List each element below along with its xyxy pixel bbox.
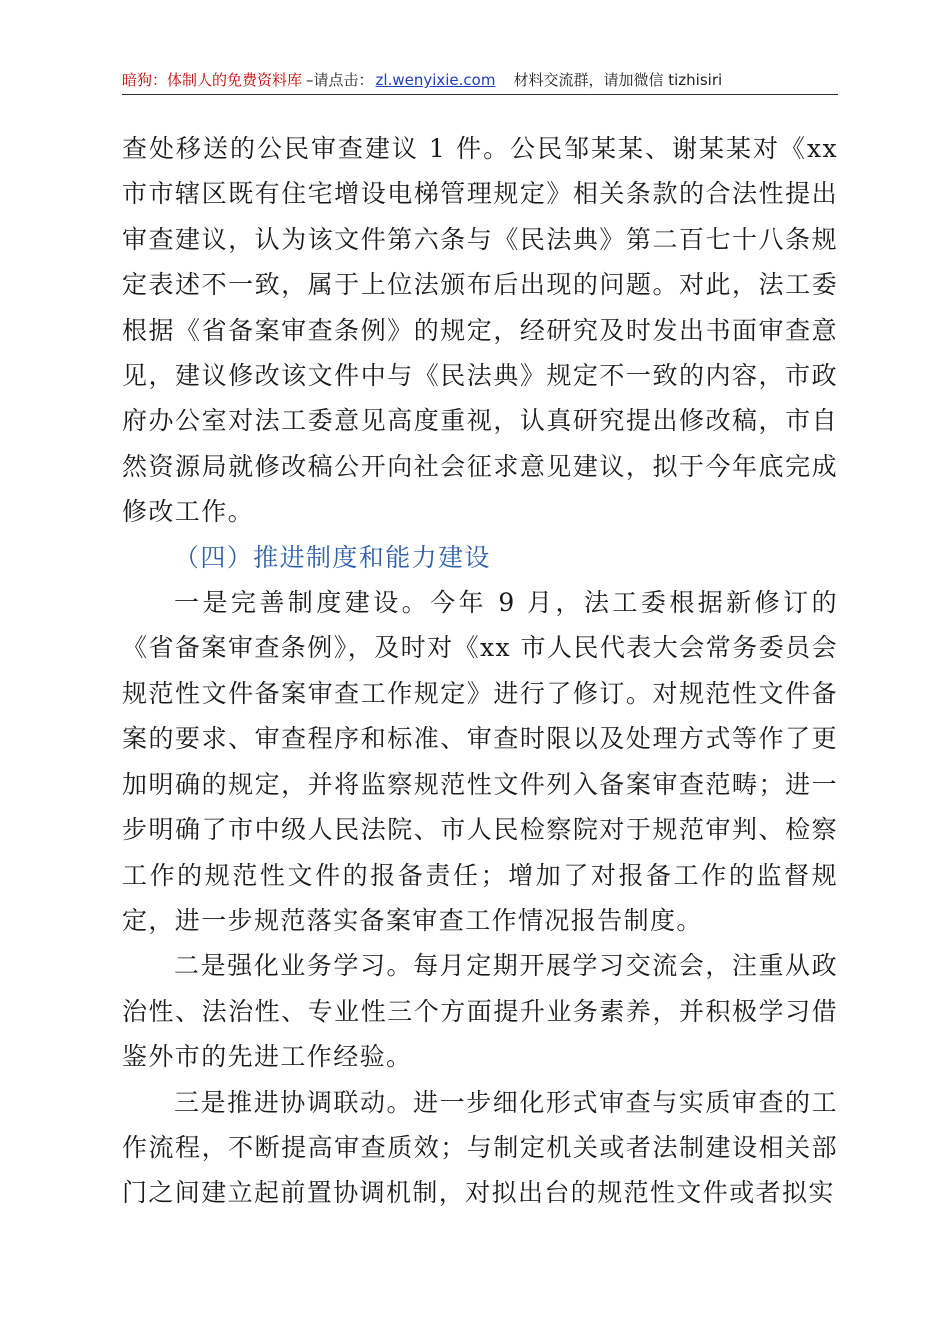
paragraph-coordination: 三是推进协调联动。进一步细化形式审查与实质审查的工作流程，不断提高审查质效；与制定机关或者法制建设相关部门之间建立起前置协调机制，对拟出台的规范性文件或者拟实 <box>122 1087 838 1208</box>
paragraph-system-building: 一是完善制度建设。今年 9 月，法工委根据新修订的《省备案审查条例》，及时对《xx 市人民代表大会常务委员会规范性文件备案审查工作规定》进行了修订。对规范性文件备案的要求、审查程序和标准、审查时限以及处理方式等作了更加明确的规定，并将监察规范性文件列入备案审查范畴；进一步明确了市中级人民法院、市人民检察院对于规范审判、检察工作的规范性文件的报备责任；增加了对报备工作的监督规定，进一步规范落实备案审查工作情况报告制度。 <box>122 588 838 935</box>
header-brand: 暗狗：体制人的免费资料库 <box>122 71 303 89</box>
section-heading: （四）推进制度和能力建设 <box>174 542 491 572</box>
page-header <box>122 68 838 95</box>
paragraph-business-learning: 二是强化业务学习。每月定期开展学习交流会，注重从政治性、法治性、专业性三个方面提升业务素养，并积极学习借鉴外市的先进工作经验。 <box>122 951 838 1072</box>
paragraph-continuation: 查处移送的公民审查建议 1 件。公民邹某某、谢某某对《xx 市市辖区既有住宅增设电梯管理规定》相关条款的合法性提出审查建议，认为该文件第六条与《民法典》第二百七十八条规定表述不一致，属于上位法颁布后出现的问题。对此，法工委根据《省备案审查条例》的规定，经研究及时发出书面审查意见，建议修改该文件中与《民法典》规定不一致的内容，市政府办公室对法工委意见高度重视，认真研究提出修改稿，市自然资源局就修改稿公开向社会征求意见建议，拟于今年底完成修改工作。 <box>122 134 838 527</box>
header-contact: 材料交流群，请加微信 tizhisiri <box>513 71 723 89</box>
header-link[interactable]: zl.wenyixie.com <box>375 71 496 89</box>
document-body <box>122 126 838 1216</box>
header-prompt: –请点击： <box>306 71 374 89</box>
